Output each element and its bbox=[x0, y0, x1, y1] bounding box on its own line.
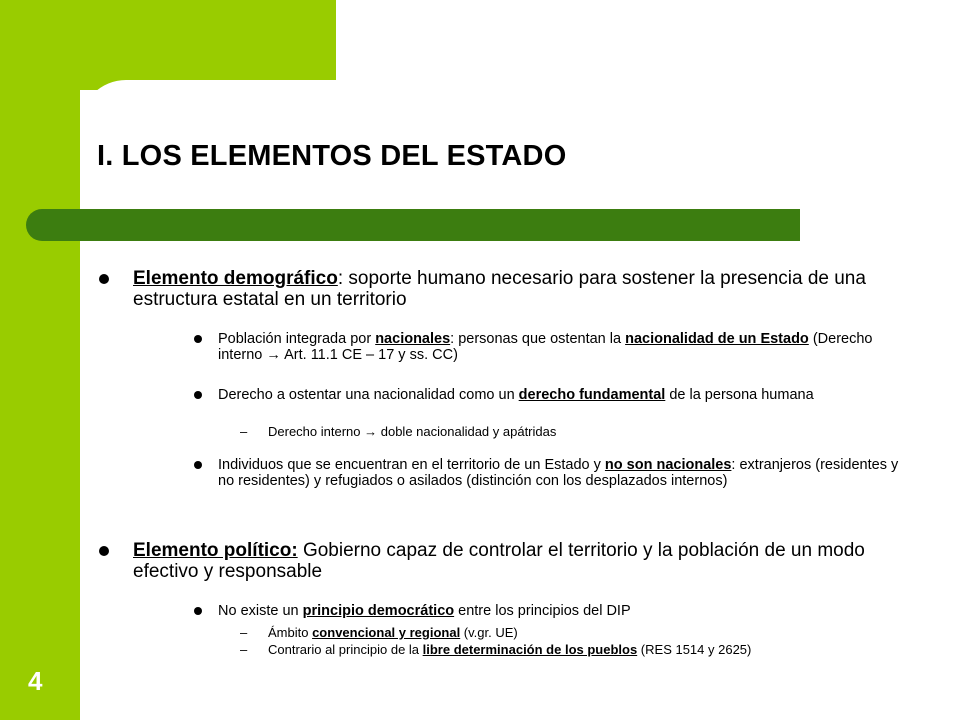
bullet-dot-icon bbox=[194, 607, 202, 615]
sub-sub-bullet-internal-law bbox=[240, 424, 888, 439]
sub-bullet-democratic bbox=[218, 603, 908, 619]
text: No existe un bbox=[218, 603, 303, 619]
sub-sub-bullet-self-determination bbox=[240, 642, 888, 657]
text: : soporte humano necesario para sostener la presencia de una estructura estatal en un territorio bbox=[133, 268, 866, 310]
dash-marker: – bbox=[240, 642, 248, 657]
text: (RES 1514 y 2625) bbox=[637, 642, 752, 657]
term: principio democrático bbox=[302, 603, 455, 619]
sub-sub-bullet-scope bbox=[240, 625, 888, 640]
bullet-political bbox=[133, 540, 893, 582]
text: Población integrada por bbox=[218, 331, 376, 347]
text: Ámbito bbox=[268, 625, 313, 640]
page-number: 4 bbox=[28, 666, 43, 696]
bullet-dot-icon bbox=[194, 335, 202, 343]
text: (Derecho interno bbox=[218, 331, 873, 363]
sub-bullet-population bbox=[218, 331, 908, 363]
term: derecho fundamental bbox=[518, 387, 666, 403]
slide-title: I. LOS ELEMENTOS DEL ESTADO bbox=[97, 140, 567, 172]
bullet-dot-icon bbox=[99, 546, 109, 556]
text: (v.gr. UE) bbox=[460, 625, 518, 640]
term: Elemento político: bbox=[133, 540, 298, 561]
dash-marker: – bbox=[240, 424, 248, 439]
text: Gobierno capaz de controlar el territorio y la población de un modo efectivo y responsable bbox=[133, 540, 865, 582]
text: : extranjeros (residentes y no residentes) y refugiados o asilados (distinción con los desplazados internos) bbox=[218, 457, 899, 489]
bullet-demographic bbox=[133, 268, 893, 310]
text: Contrario al principio de la bbox=[268, 642, 423, 657]
term: no son nacionales bbox=[604, 457, 732, 473]
text: entre los principios del DIP bbox=[454, 603, 631, 619]
dash-marker: – bbox=[240, 625, 248, 640]
bullet-dot-icon bbox=[194, 391, 202, 399]
text: de la persona humana bbox=[665, 387, 814, 403]
bullet-dot-icon bbox=[194, 461, 202, 469]
sub-bullet-non-nationals bbox=[218, 457, 908, 489]
text: Derecho a ostentar una nacionalidad como un bbox=[218, 387, 519, 403]
term: libre determinación de los pueblos bbox=[422, 642, 638, 657]
text: doble nacionalidad y apátridas bbox=[377, 424, 557, 439]
arrow-right-icon: → bbox=[266, 347, 281, 363]
text: : personas que ostentan la bbox=[450, 331, 626, 347]
term: convencional y regional bbox=[312, 625, 461, 640]
arrow-right-icon: → bbox=[364, 424, 378, 439]
sub-bullet-right bbox=[218, 387, 908, 403]
term: Elemento demográfico bbox=[133, 268, 338, 289]
text: Art. 11.1 CE – 17 y ss. CC) bbox=[280, 347, 458, 363]
term: nacionales bbox=[375, 331, 451, 347]
term: nacionalidad de un Estado bbox=[625, 331, 809, 347]
bullet-dot-icon bbox=[99, 274, 109, 284]
text: Derecho interno bbox=[268, 424, 365, 439]
text: Individuos que se encuentran en el territorio de un Estado y bbox=[218, 457, 605, 473]
